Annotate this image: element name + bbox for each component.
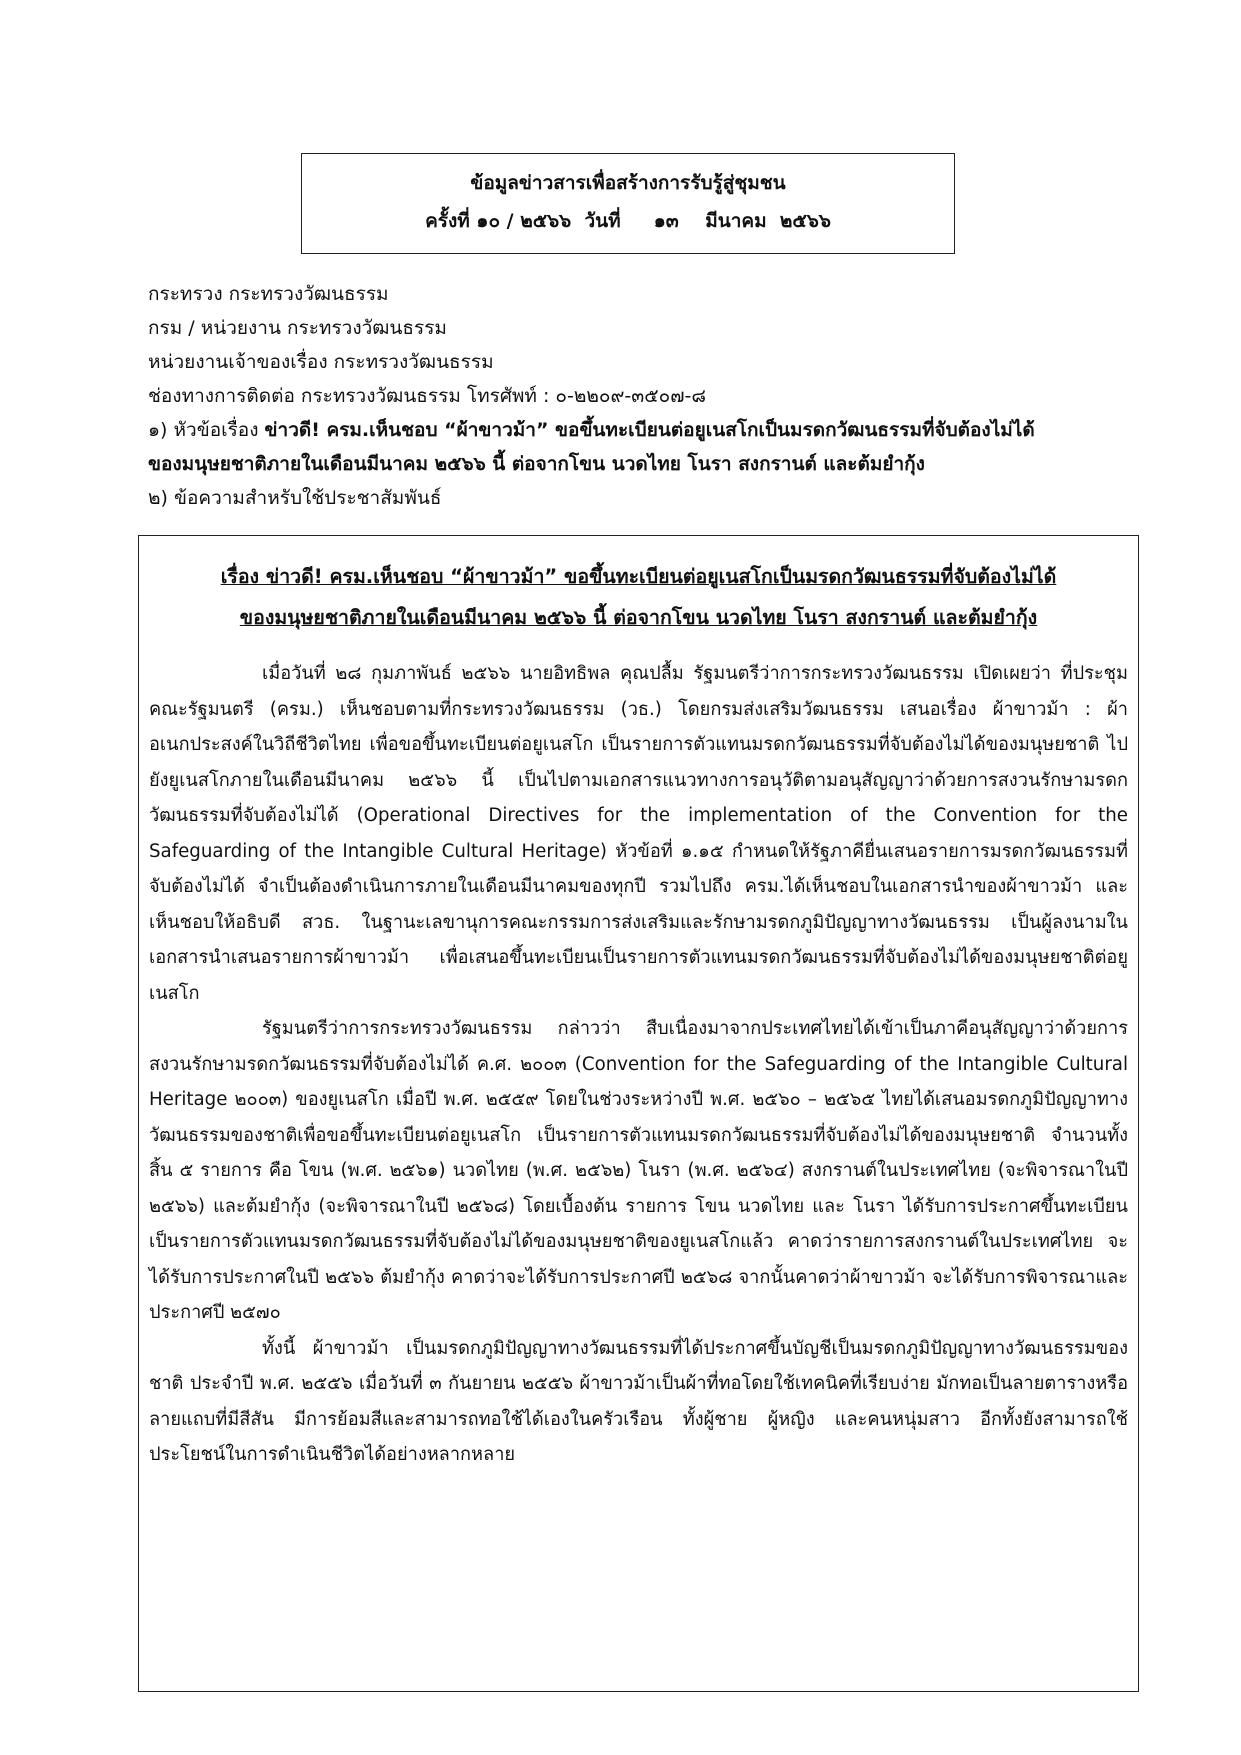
topic-text-1: ข่าวดี! ครม.เห็นชอบ “ผ้าขาวม้า” ขอขึ้นทะเบียนต่อยูเนสโกเป็นมรดกวัฒนธรรมที่จับต้องไม่ได้	[264, 419, 1035, 441]
news-title-line-2: ของมนุษยชาติภายในเดือนมีนาคม ๒๕๖๖ นี้ ต่อจากโขน นวดไทย โนรา สงกรานต์ และต้มยำกุ้ง	[239, 606, 1038, 629]
topic-line-2: ของมนุษยชาติภายในเดือนมีนาคม ๒๕๖๖ นี้ ต่อจากโขน นวดไทย โนรา สงกรานต์ และต้มยำกุ้ง	[148, 453, 925, 475]
header-issue-date: ครั้งที่ ๑๐ / ๒๕๖๖ วันที่ ๑๓ มีนาคม ๒๕๖๖	[425, 210, 831, 232]
topic-label: ๑) หัวข้อเรื่อง	[148, 419, 265, 441]
paragraph-2: รัฐมนตรีว่าการกระทรวงวัฒนธรรม กล่าวว่า สืบเนื่องมาจากประเทศไทยได้เข้าเป็นภาคีอนุสัญญาว่าด้วยการสงวนรักษามรดกวัฒนธรรมที่จับต้องไม่ได้ ค.ศ. ๒๐๐๓ (Convention for the Safeguarding of the Intangible Cultural Heritage ๒๐๐๓) ของยูเนสโก เมื่อปี พ.ศ. ๒๕๕๙ โดยในช่วงระหว่างปี พ.ศ. ๒๕๖๐ – ๒๕๖๕ ไทยได้เสนอมรดกภูมิปัญญาทางวัฒนธรรมของชาติเพื่อขอขึ้นทะเบียนต่อยูเนสโก เป็นรายการตัวแทนมรดกวัฒนธรรมที่จับต้องไม่ได้ของมนุษยชาติ จำนวนทั้งสิ้น ๕ รายการ คือ โขน (พ.ศ. ๒๕๖๑) นวดไทย (พ.ศ. ๒๕๖๒) โนรา (พ.ศ. ๒๕๖๔) สงกรานต์ในประเทศไทย (จะพิจารณาในปี ๒๕๖๖) และต้มยำกุ้ง (จะพิจารณาในปี ๒๕๖๘) โดยเบื้องต้น รายการ โขน นวดไทย และ โนรา ได้รับการประกาศขึ้นทะเบียนเป็นรายการตัวแทนมรดกวัฒนธรรมที่จับต้องไม่ได้ของมนุษยชาติของยูเนสโกแล้ว คาดว่ารายการสงกรานต์ในประเทศไทย จะได้รับการประกาศในปี ๒๕๖๖ ต้มยำกุ้ง คาดว่าจะได้รับการประกาศปี ๒๕๖๘ จากนั้นคาดว่าผ้าขาวม้า จะได้รับการพิจารณาและประกาศปี ๒๕๗๐	[149, 1018, 1128, 1323]
press-release-box	[138, 535, 1139, 1692]
header-title: ข้อมูลข่าวสารเพื่อสร้างการรับรู้สู่ชุมชน	[470, 172, 786, 194]
news-title	[149, 556, 1128, 638]
pr-label-line: ๒) ข้อความสำหรับใช้ประชาสัมพันธ์	[148, 487, 442, 509]
meta-section	[148, 277, 1138, 515]
news-body	[149, 656, 1128, 1473]
contact-line: ช่องทางการติดต่อ กระทรวงวัฒนธรรม โทรศัพท์ : ๐-๒๒๐๙-๓๕๐๗-๘	[148, 385, 707, 407]
news-title-line-1: เรื่อง ข่าวดี! ครม.เห็นชอบ “ผ้าขาวม้า” ขอขึ้นทะเบียนต่อยูเนสโกเป็นมรดกวัฒนธรรมที่จับต้องไม่ได้	[220, 565, 1057, 588]
owner-line: หน่วยงานเจ้าของเรื่อง กระทรวงวัฒนธรรม	[148, 351, 494, 373]
header-box	[301, 153, 955, 254]
department-line: กรม / หน่วยงาน กระทรวงวัฒนธรรม	[148, 317, 447, 339]
topic-line-1	[148, 413, 1138, 447]
paragraph-1: เมื่อวันที่ ๒๘ กุมภาพันธ์ ๒๕๖๖ นายอิทธิพล คุณปลื้ม รัฐมนตรีว่าการกระทรวงวัฒนธรรม เปิดเผยว่า ที่ประชุมคณะรัฐมนตรี (ครม.) เห็นชอบตามที่กระทรวงวัฒนธรรม (วธ.) โดยกรมส่งเสริมวัฒนธรรม เสนอเรื่อง ผ้าขาวม้า : ผ้าอเนกประสงค์ในวิถีชีวิตไทย เพื่อขอขึ้นทะเบียนต่อยูเนสโก เป็นรายการตัวแทนมรดกวัฒนธรรมที่จับต้องไม่ได้ของมนุษยชาติ ไปยังยูเนสโกภายในเดือนมีนาคม ๒๕๖๖ นี้ เป็นไปตามเอกสารแนวทางการอนุวัติตามอนุสัญญาว่าด้วยการสงวนรักษามรดกวัฒนธรรมที่จับต้องไม่ได้ (Operational Directives for the implementation of the Convention for the Safeguarding of the Intangible Cultural Heritage) หัวข้อที่ ๑.๑๕ กำหนดให้รัฐภาคียื่นเสนอรายการมรดกวัฒนธรรมที่จับต้องไม่ได้ จำเป็นต้องดำเนินการภายในเดือนมีนาคมของทุกปี รวมไปถึง ครม.ได้เห็นชอบในเอกสารนำของผ้าขาวม้า และเห็นชอบให้อธิบดี สวธ. ในฐานะเลขานุการคณะกรรมการส่งเสริมและรักษามรดกภูมิปัญญาทางวัฒนธรรม เป็นผู้ลงนามในเอกสารนำเสนอรายการผ้าขาวม้า เพื่อเสนอขึ้นทะเบียนเป็นรายการตัวแทนมรดกวัฒนธรรมที่จับต้องไม่ได้ของมนุษยชาติต่อยูเนสโก	[149, 663, 1128, 1004]
paragraph-3: ทั้งนี้ ผ้าขาวม้า เป็นมรดกภูมิปัญญาทางวัฒนธรรมที่ได้ประกาศขึ้นบัญชีเป็นมรดกภูมิปัญญาทางวัฒนธรรมของชาติ ประจำปี พ.ศ. ๒๕๕๖ เมื่อวันที่ ๓ กันยายน ๒๕๕๖ ผ้าขาวม้าเป็นผ้าที่ทอโดยใช้เทคนิคที่เรียบง่าย มักทอเป็นลายตารางหรือลายแถบที่มีสีสัน มีการย้อมสีและสามารถทอใช้ได้เองในครัวเรือน ทั้งผู้ชาย ผู้หญิง และคนหนุ่มสาว อีกทั้งยังสามารถใช้ประโยชน์ในการดำเนินชีวิตได้อย่างหลากหลาย	[149, 1337, 1128, 1465]
ministry-line: กระทรวง กระทรวงวัฒนธรรม	[148, 283, 389, 305]
